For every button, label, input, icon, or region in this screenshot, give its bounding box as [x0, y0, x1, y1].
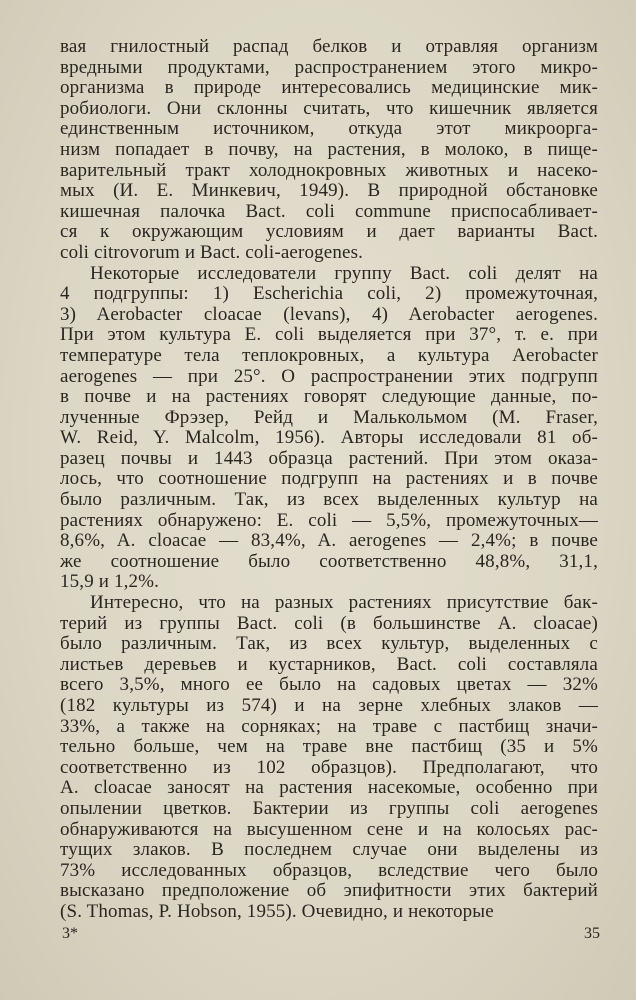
text-line: 33%, а также на сорняках; на траве с пастбищ значи-: [60, 715, 598, 737]
text-line: было различным. Так, из всех культур, выделенных с: [60, 633, 598, 655]
paragraph: [60, 37, 598, 264]
text-line: обнаруживаются на высушенном сене и на колосьях рас-: [60, 818, 598, 840]
text-line: в почве и на растениях говорят следующие данные, по-: [60, 386, 598, 408]
text-line: лученные Фрэзер, Рейд и Малькольмом (M. Fraser,: [60, 406, 598, 428]
text-line: же соотношение было соответственно 48,8%, 31,1,: [60, 550, 598, 572]
text-line: (182 культуры из 574) и на зерне хлебных злаков —: [60, 695, 598, 716]
text-line: тельно больше, чем на траве вне пастбищ (35 и 5%: [60, 736, 598, 758]
text-line: терий из группы Bact. coli (в большинстве A. cloacae): [60, 612, 598, 634]
text-line: было различным. Так, из всех выделенных культур на: [60, 489, 598, 511]
text-line: Некоторые исследователи группу Bact. coli делят на: [90, 262, 598, 284]
text-line: 73% исследованных образцов, вследствие чего было: [60, 859, 598, 881]
text-line: Интересно, что на разных растениях присутствие бак-: [90, 592, 598, 614]
text-line: высказано предположение об эпифитности этих бактерий: [60, 880, 598, 902]
text-line: соответственно из 102 образцов). Предполагают, что: [60, 756, 598, 778]
text-line: организма в природе интересовались медицинские мик-: [60, 77, 598, 99]
text-line: мых (И. Е. Минкевич, 1949). В природной обстановке: [60, 180, 598, 202]
text-line: вредными продуктами, распространением этого микро-: [60, 56, 598, 78]
text-line: 4 подгруппы: 1) Escherichia coli, 2) промежуточная,: [60, 283, 598, 305]
text-line: варительный тракт холоднокровных животных и насеко-: [60, 159, 598, 181]
signature-mark: 3*: [62, 925, 78, 942]
text-line: A. cloacae заносят на растения насекомые, особенно при: [60, 777, 598, 799]
text-line: тущих злаков. В последнем случае они выделены из: [60, 839, 598, 861]
text-line: 8,6%, A. cloacae — 83,4%, A. aerogenes — 2,4%; в почве: [60, 530, 598, 552]
page-number: 35: [584, 925, 600, 942]
text-line: кишечная палочка Bact. coli commune приспосабливает-: [60, 200, 598, 222]
text-line: робиологи. Они склонны считать, что кишечник является: [60, 97, 598, 119]
text-line: температуре тела теплокровных, а культура Aerobacter: [60, 344, 598, 366]
text-line: ся к окружающим условиям и дает варианты Bact.: [60, 221, 598, 243]
text-line: 3) Aerobacter cloacae (levans), 4) Aerobacter aerogenes.: [60, 303, 598, 325]
text-line: разец почвы и 1443 образца растений. При этом оказа-: [60, 447, 598, 469]
text-line: единственным источником, откуда этот микроорга-: [60, 118, 598, 140]
text-line: лось, что соотношение подгрупп на растениях и в почве: [60, 468, 598, 490]
paragraph: [60, 264, 598, 594]
text-line: низм попадает в почву, на растения, в молоко, в пище-: [60, 138, 598, 160]
paragraph: [60, 593, 598, 923]
text-line: При этом культура E. coli выделяется при 37°, т. е. при: [60, 324, 598, 346]
text-line: W. Reid, Y. Malcolm, 1956). Авторы исследовали 81 об-: [60, 427, 598, 449]
text-line: растениях обнаружено: E. coli — 5,5%, промежуточных—: [60, 509, 598, 531]
text-line: 15,9 и 1,2%.: [60, 571, 160, 593]
text-line: вая гнилостный распад белков и отравляя организм: [60, 36, 598, 57]
text-line: aerogenes — при 25°. О распространении этих подгрупп: [60, 365, 598, 387]
text-line: всего 3,5%, много ее было на садовых цветах — 32%: [60, 674, 598, 696]
text-line: опылении цветков. Бактерии из группы coli aerogenes: [60, 797, 598, 819]
text-line: coli citrovorum и Bact. coli-aerogenes.: [60, 241, 364, 263]
text-line: листьев деревьев и кустарников, Bact. coli составляла: [60, 653, 598, 675]
text-line: (S. Thomas, P. Hobson, 1955). Очевидно, и некоторые: [60, 900, 494, 922]
page-body-text: [60, 37, 598, 923]
